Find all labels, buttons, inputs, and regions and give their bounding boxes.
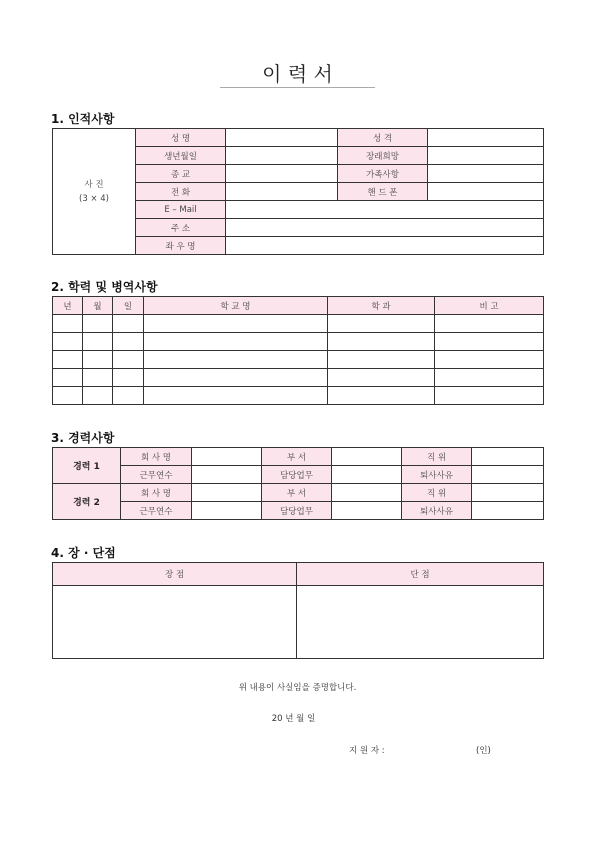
- header-demerit: 단 점: [297, 563, 544, 586]
- label-hope: 장래희망: [338, 147, 428, 165]
- edu-cell[interactable]: [113, 333, 144, 351]
- personal-info-table: [52, 128, 544, 255]
- label-reason: 퇴사사유: [402, 466, 472, 484]
- field-duty-2[interactable]: [332, 502, 402, 520]
- field-mobile[interactable]: [428, 183, 544, 201]
- education-table: [52, 296, 544, 405]
- field-duty-1[interactable]: [332, 466, 402, 484]
- career-1-label: 경력 1: [53, 448, 121, 484]
- edu-cell[interactable]: [435, 333, 544, 351]
- edu-cell[interactable]: [435, 351, 544, 369]
- edu-cell[interactable]: [328, 315, 435, 333]
- photo-label: 사 진: [84, 179, 104, 190]
- label-reason: 퇴사사유: [402, 502, 472, 520]
- field-name[interactable]: [226, 129, 338, 147]
- edu-cell[interactable]: [144, 387, 328, 405]
- edu-cell[interactable]: [435, 387, 544, 405]
- edu-header-school: 학 교 명: [144, 297, 328, 315]
- table-row: [53, 369, 544, 387]
- label-email: E – Mail: [136, 201, 226, 219]
- field-hope[interactable]: [428, 147, 544, 165]
- label-motto: 좌 우 명: [136, 237, 226, 255]
- table-row: [53, 333, 544, 351]
- strengths-table: [52, 562, 544, 659]
- edu-cell[interactable]: [53, 351, 83, 369]
- label-name: 성 명: [136, 129, 226, 147]
- edu-cell[interactable]: [83, 387, 113, 405]
- edu-cell[interactable]: [144, 315, 328, 333]
- label-birth: 생년월일: [136, 147, 226, 165]
- field-position-1[interactable]: [472, 448, 544, 466]
- label-years: 근무연수: [121, 466, 192, 484]
- edu-cell[interactable]: [113, 369, 144, 387]
- edu-cell[interactable]: [435, 369, 544, 387]
- edu-cell[interactable]: [435, 315, 544, 333]
- label-address: 주 소: [136, 219, 226, 237]
- edu-cell[interactable]: [53, 369, 83, 387]
- table-row: [53, 387, 544, 405]
- field-merit[interactable]: [53, 586, 297, 659]
- field-phone[interactable]: [226, 183, 338, 201]
- edu-cell[interactable]: [144, 369, 328, 387]
- label-company: 회 사 명: [121, 484, 192, 502]
- label-duty: 담당업무: [262, 502, 332, 520]
- label-religion: 종 교: [136, 165, 226, 183]
- edu-cell[interactable]: [83, 333, 113, 351]
- field-years-2[interactable]: [192, 502, 262, 520]
- certify-statement: 위 내용이 사실임을 증명합니다.: [238, 683, 357, 693]
- field-email[interactable]: [226, 201, 544, 219]
- photo-cell: [53, 129, 136, 255]
- edu-cell[interactable]: [144, 333, 328, 351]
- edu-header-year: 년: [53, 297, 83, 315]
- field-religion[interactable]: [226, 165, 338, 183]
- section-career-title: 3. 경력사항: [51, 431, 115, 445]
- edu-cell[interactable]: [113, 315, 144, 333]
- edu-header-month: 월: [83, 297, 113, 315]
- edu-cell[interactable]: [113, 351, 144, 369]
- page-title: 이 력 서: [262, 62, 333, 86]
- edu-cell[interactable]: [328, 387, 435, 405]
- field-family[interactable]: [428, 165, 544, 183]
- edu-header-day: 일: [113, 297, 144, 315]
- edu-cell[interactable]: [53, 315, 83, 333]
- edu-cell[interactable]: [113, 387, 144, 405]
- edu-cell[interactable]: [53, 333, 83, 351]
- field-years-1[interactable]: [192, 466, 262, 484]
- label-duty: 담당업무: [262, 466, 332, 484]
- career-table: [52, 447, 544, 520]
- label-dept: 부 서: [262, 448, 332, 466]
- section-personal-title: 1. 인적사항: [51, 112, 115, 126]
- field-company-1[interactable]: [192, 448, 262, 466]
- table-row: [53, 315, 544, 333]
- table-row: [53, 351, 544, 369]
- photo-size: (3 × 4): [79, 193, 109, 204]
- field-personality[interactable]: [428, 129, 544, 147]
- field-reason-2[interactable]: [472, 502, 544, 520]
- field-dept-1[interactable]: [332, 448, 402, 466]
- section-strengths-title: 4. 장 · 단점: [51, 546, 116, 560]
- label-personality: 성 격: [338, 129, 428, 147]
- field-address[interactable]: [226, 219, 544, 237]
- label-years: 근무연수: [121, 502, 192, 520]
- label-dept: 부 서: [262, 484, 332, 502]
- label-phone: 전 화: [136, 183, 226, 201]
- section-education-title: 2. 학력 및 병역사항: [51, 280, 158, 294]
- edu-cell[interactable]: [144, 351, 328, 369]
- edu-cell[interactable]: [328, 351, 435, 369]
- edu-cell[interactable]: [83, 351, 113, 369]
- label-position: 직 위: [402, 484, 472, 502]
- field-demerit[interactable]: [297, 586, 544, 659]
- label-company: 회 사 명: [121, 448, 192, 466]
- edu-cell[interactable]: [83, 369, 113, 387]
- edu-cell[interactable]: [83, 315, 113, 333]
- edu-cell[interactable]: [328, 369, 435, 387]
- seal-mark: (인): [476, 746, 491, 756]
- label-family: 가족사항: [338, 165, 428, 183]
- edu-header-note: 비 고: [435, 297, 544, 315]
- field-company-2[interactable]: [192, 484, 262, 502]
- career-2-label: 경력 2: [53, 484, 121, 520]
- field-dept-2[interactable]: [332, 484, 402, 502]
- label-position: 직 위: [402, 448, 472, 466]
- field-birth[interactable]: [226, 147, 338, 165]
- field-position-2[interactable]: [472, 484, 544, 502]
- label-mobile: 핸 드 폰: [338, 183, 428, 201]
- field-reason-1[interactable]: [472, 466, 544, 484]
- edu-cell[interactable]: [328, 333, 435, 351]
- edu-header-major: 학 과: [328, 297, 435, 315]
- title-underline: [220, 87, 375, 88]
- header-merit: 장 점: [53, 563, 297, 586]
- applicant-label: 지 원 자 :: [349, 746, 385, 756]
- edu-cell[interactable]: [53, 387, 83, 405]
- field-motto[interactable]: [226, 237, 544, 255]
- date-line: 20 년 월 일: [271, 714, 316, 724]
